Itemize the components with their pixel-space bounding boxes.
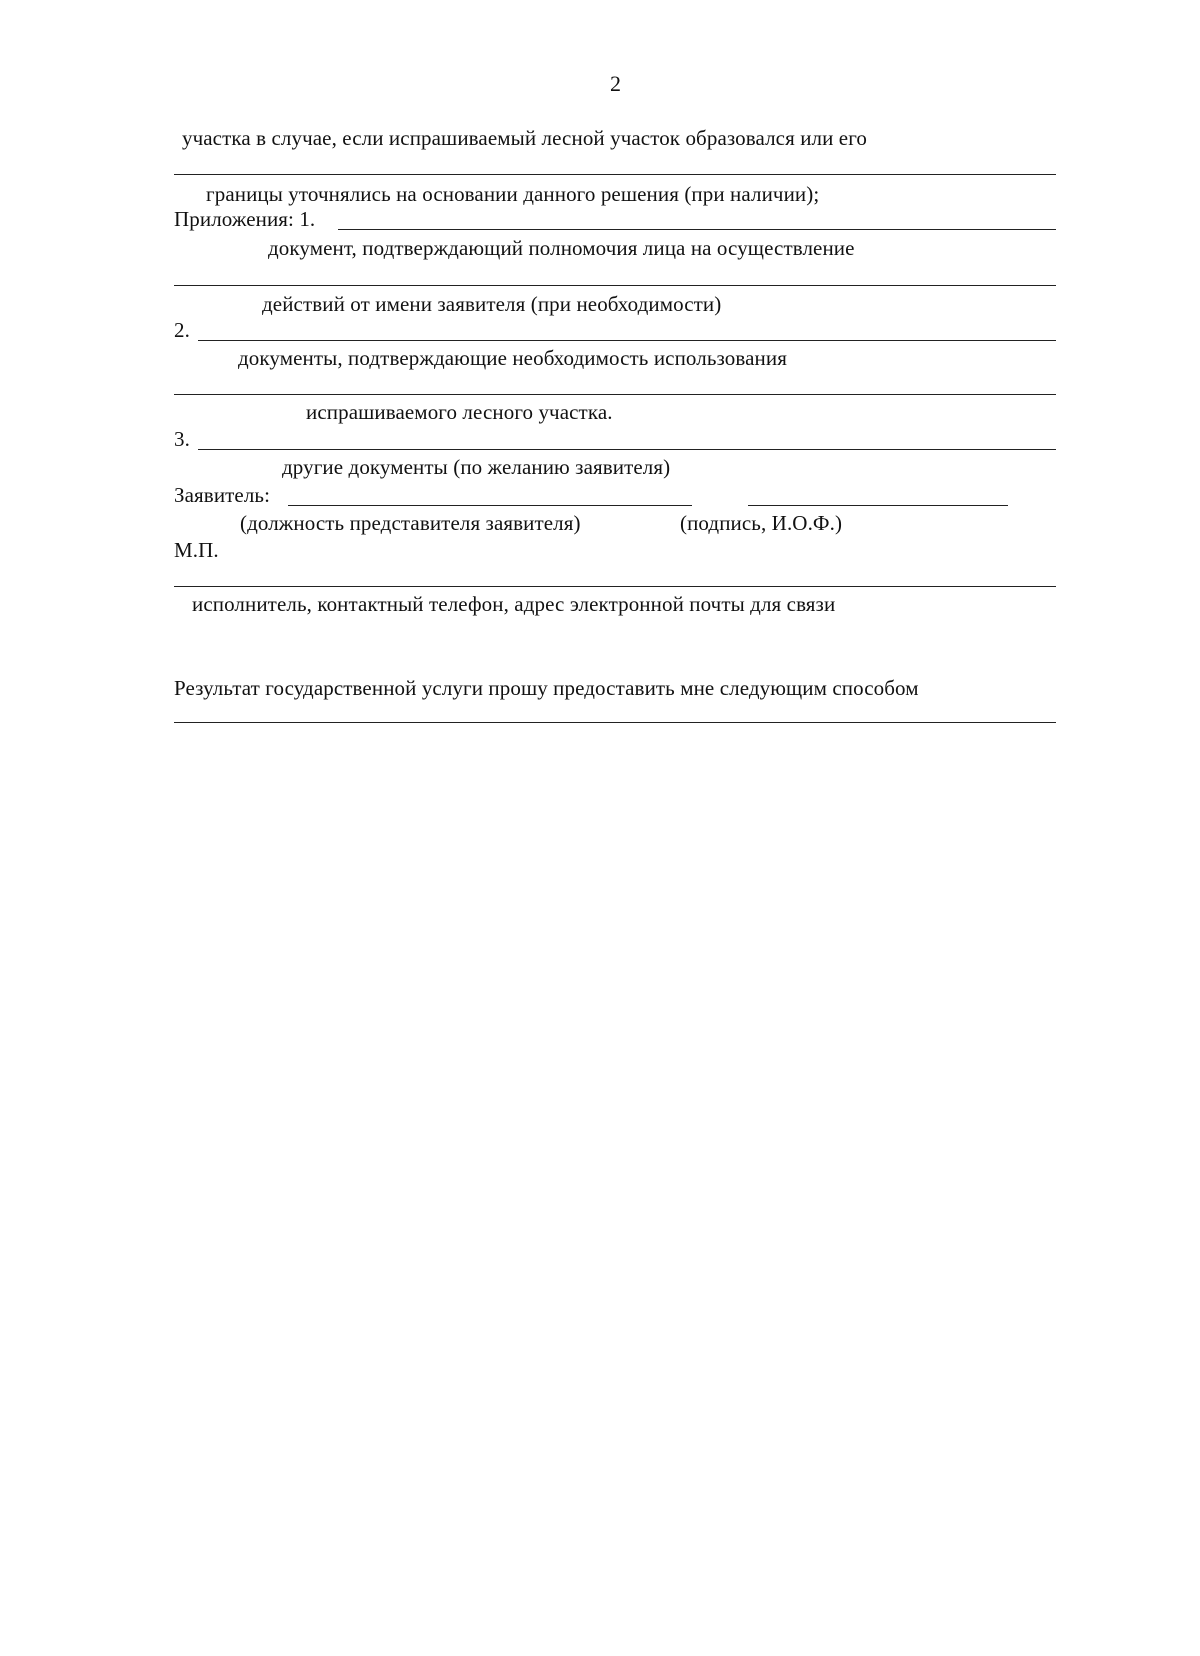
text-line-plot-boundaries-end: границы уточнялись на основании данного решения (при наличии); <box>206 182 820 206</box>
fill-line-attachment-1 <box>338 229 1056 230</box>
caption-other-documents: другие документы (по желанию заявителя) <box>282 455 671 479</box>
item-3-label: 3. <box>174 427 190 451</box>
fill-line-attachment-3 <box>198 449 1056 450</box>
caption-necessity-documents: документы, подтверждающие необходимость использования <box>238 346 787 370</box>
page-number: 2 <box>610 71 621 96</box>
text-line-plot-boundaries-start: участка в случае, если испрашиваемый лесной участок образовался или его <box>182 126 868 150</box>
item-2-label: 2. <box>174 318 190 342</box>
applicant-label: Заявитель: <box>174 483 271 507</box>
fill-line-applicant-position <box>288 505 692 506</box>
fill-line-result-method <box>174 722 1056 723</box>
fill-line-contact <box>174 586 1056 587</box>
caption-authority-document-cont: действий от имени заявителя (при необходимости) <box>262 292 722 316</box>
fill-line-attachment-2 <box>198 340 1056 341</box>
caption-necessity-documents-cont: испрашиваемого лесного участка. <box>306 400 613 424</box>
fill-line-applicant-signature <box>748 505 1008 506</box>
fill-line <box>174 285 1056 286</box>
caption-signature: (подпись, И.О.Ф.) <box>680 511 843 535</box>
result-delivery-text: Результат государственной услуги прошу предоставить мне следующим способом <box>174 676 919 700</box>
caption-authority-document: документ, подтверждающий полномочия лица на осуществление <box>268 236 855 260</box>
caption-representative-position: (должность представителя заявителя) <box>240 511 581 535</box>
fill-line <box>174 174 1056 175</box>
attachments-label: Приложения: 1. <box>174 207 316 231</box>
stamp-label: М.П. <box>174 538 219 562</box>
caption-contact-info: исполнитель, контактный телефон, адрес электронной почты для связи <box>192 592 836 616</box>
fill-line <box>174 394 1056 395</box>
